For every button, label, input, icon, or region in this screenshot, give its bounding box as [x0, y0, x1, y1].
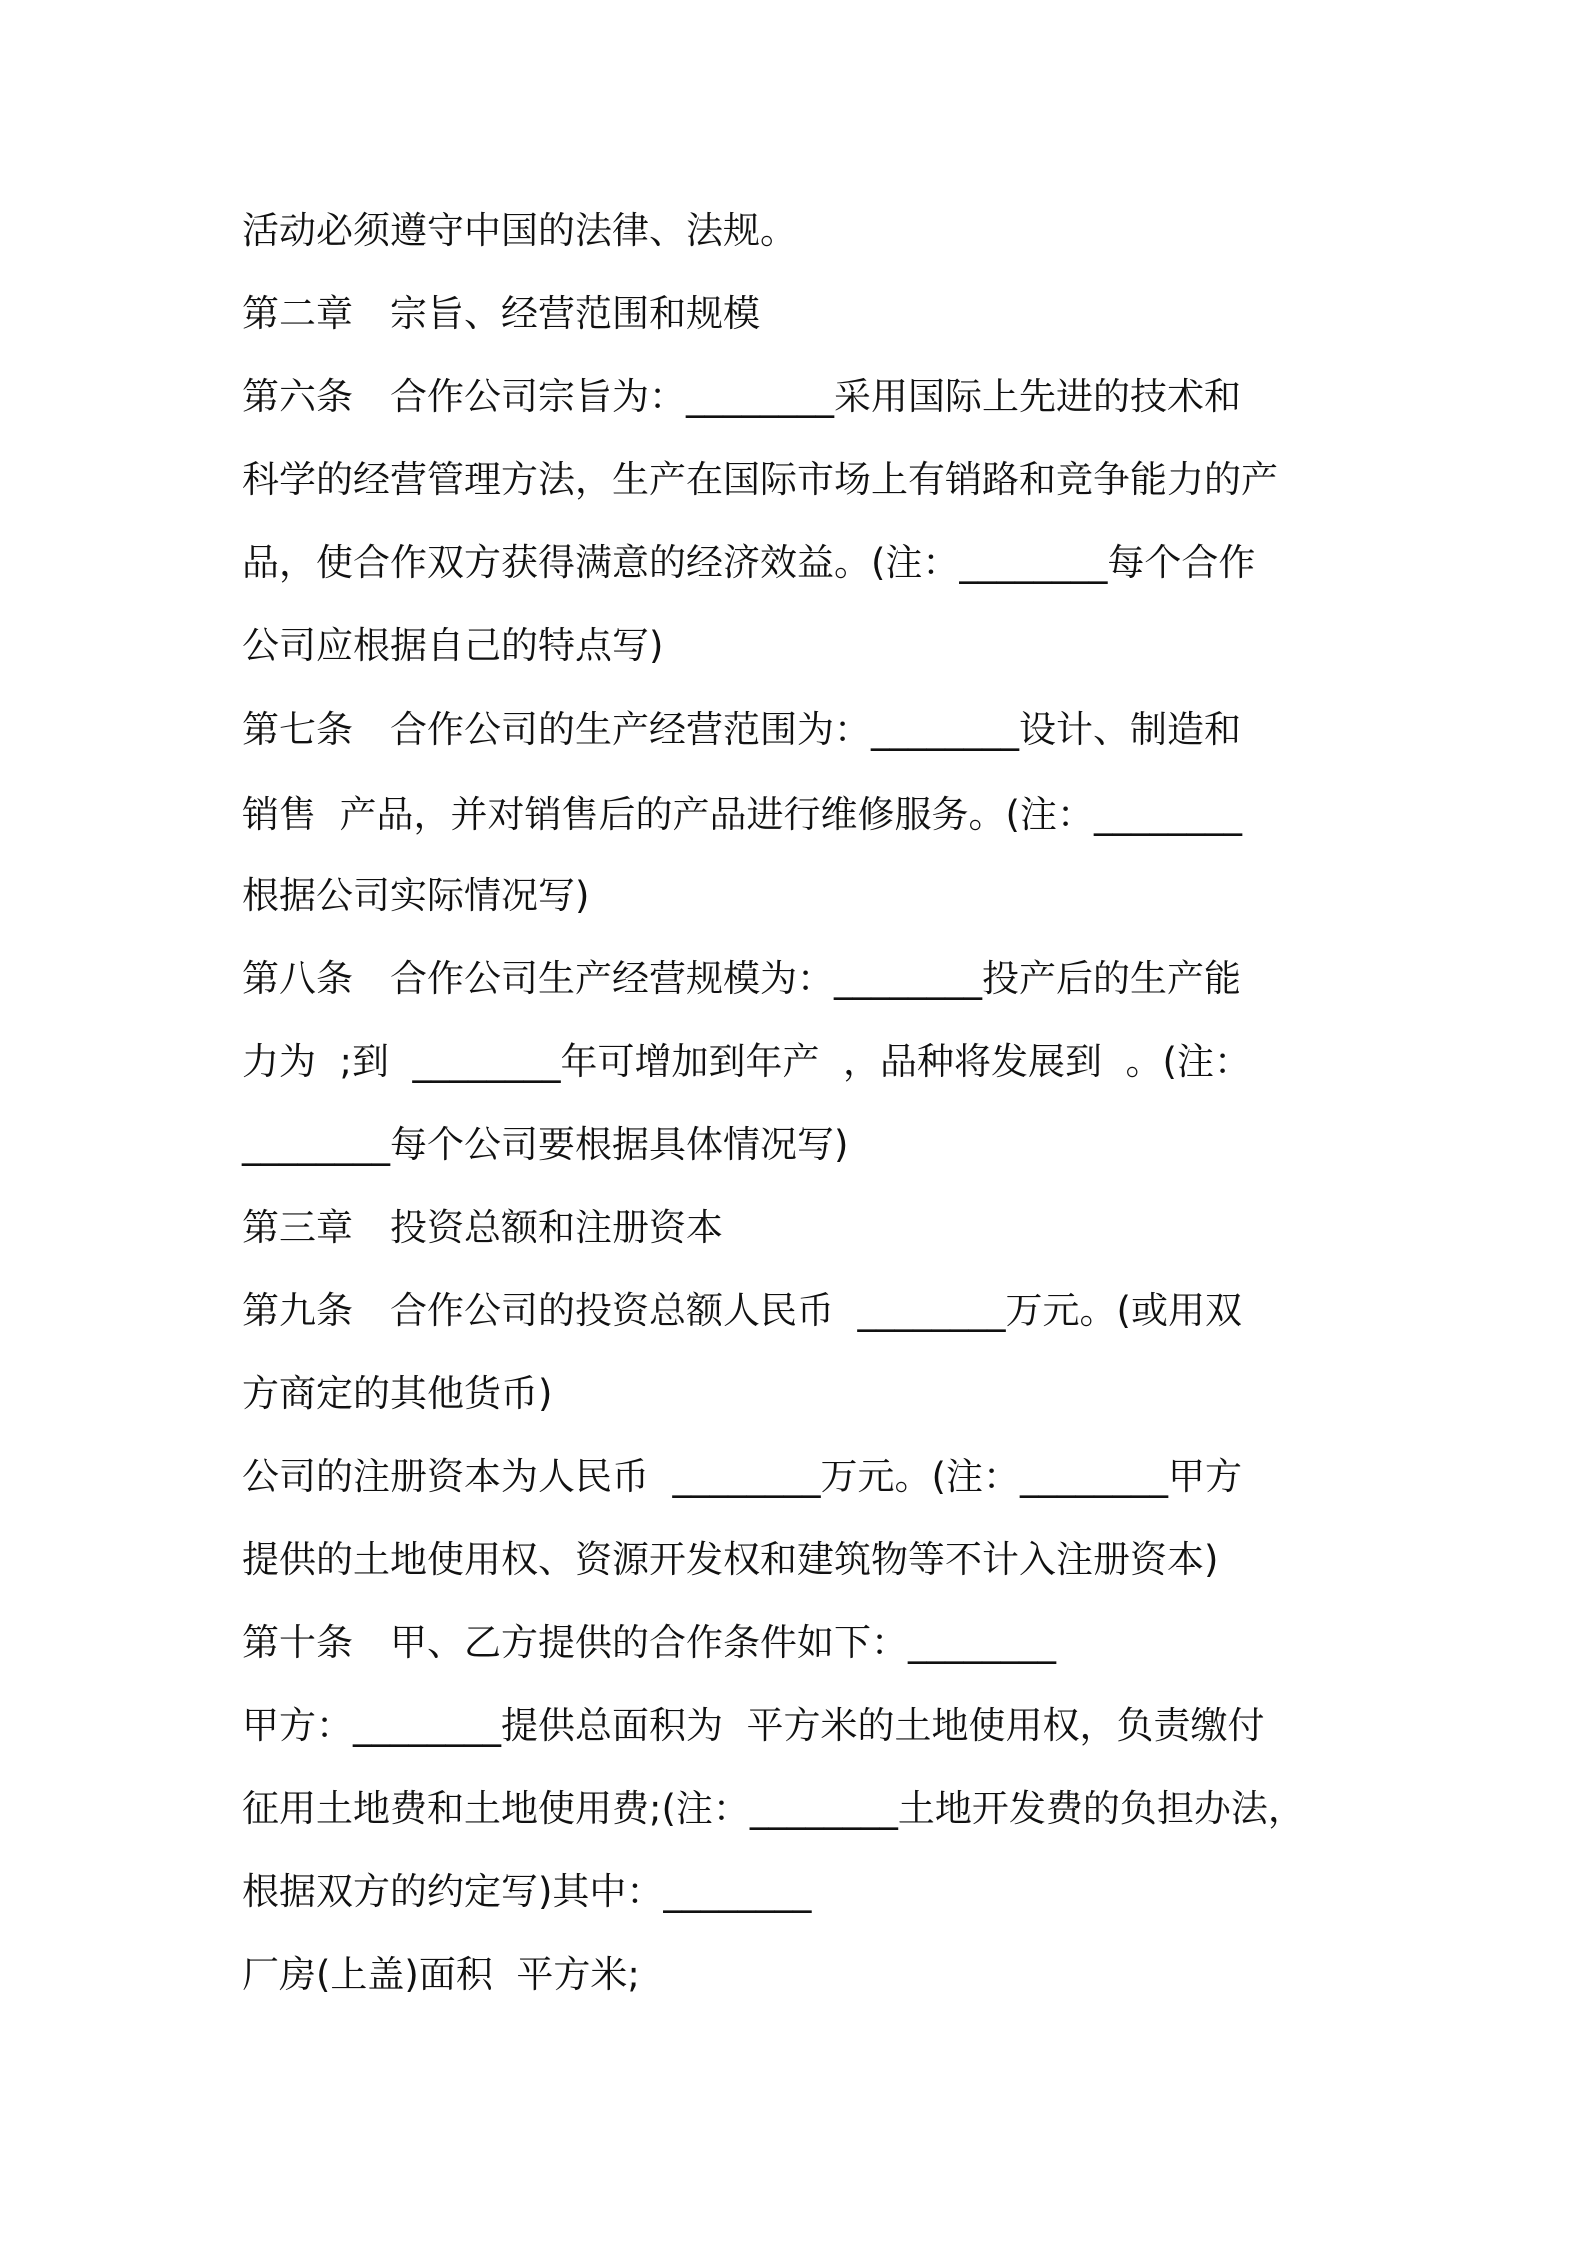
chapter-heading: 第二章 宗旨、经营范围和规模: [242, 292, 760, 335]
text-line: 公司应根据自己的特点写): [242, 624, 664, 667]
text-line: 根据公司实际情况写): [242, 874, 590, 917]
article-line: 第六条 合作公司宗旨为：________采用国际上先进的技术和: [242, 375, 1241, 418]
text-line: 厂房(上盖)面积 平方米;: [242, 1953, 640, 1996]
text-line: 销售 产品，并对销售后的产品进行维修服务。(注：________: [242, 793, 1242, 836]
text-line: 根据双方的约定写)其中：________: [242, 1870, 812, 1913]
text-line: 活动必须遵守中国的法律、法规。: [242, 209, 797, 252]
chapter-heading: 第三章 投资总额和注册资本: [242, 1206, 723, 1249]
article-line: 第七条 合作公司的生产经营范围为：________设计、制造和: [242, 708, 1241, 751]
text-line: 提供的土地使用权、资源开发权和建筑物等不计入注册资本): [242, 1538, 1219, 1581]
text-line: 方商定的其他货币): [242, 1372, 553, 1415]
text-line: 力为 ;到 ________年可增加到年产 ，品种将发展到 。(注：: [242, 1040, 1251, 1083]
article-line: 第八条 合作公司生产经营规模为：________投产后的生产能: [242, 957, 1241, 1000]
article-line: 第十条 甲、乙方提供的合作条件如下：________: [242, 1621, 1056, 1664]
text-line: 征用土地费和土地使用费;(注：________土地开发费的负担办法，: [242, 1787, 1305, 1830]
text-line: 品，使合作双方获得满意的经济效益。(注：________每个合作: [242, 541, 1256, 584]
text-line: 甲方：________提供总面积为 平方米的土地使用权，负责缴付: [242, 1704, 1265, 1747]
text-line: ________每个公司要根据具体情况写): [242, 1123, 849, 1166]
article-line: 第九条 合作公司的投资总额人民币 ________万元。(或用双: [242, 1289, 1242, 1332]
text-line: 科学的经营管理方法，生产在国际市场上有销路和竞争能力的产: [242, 458, 1278, 501]
text-line: 公司的注册资本为人民币 ________万元。(注：________甲方: [242, 1455, 1242, 1498]
